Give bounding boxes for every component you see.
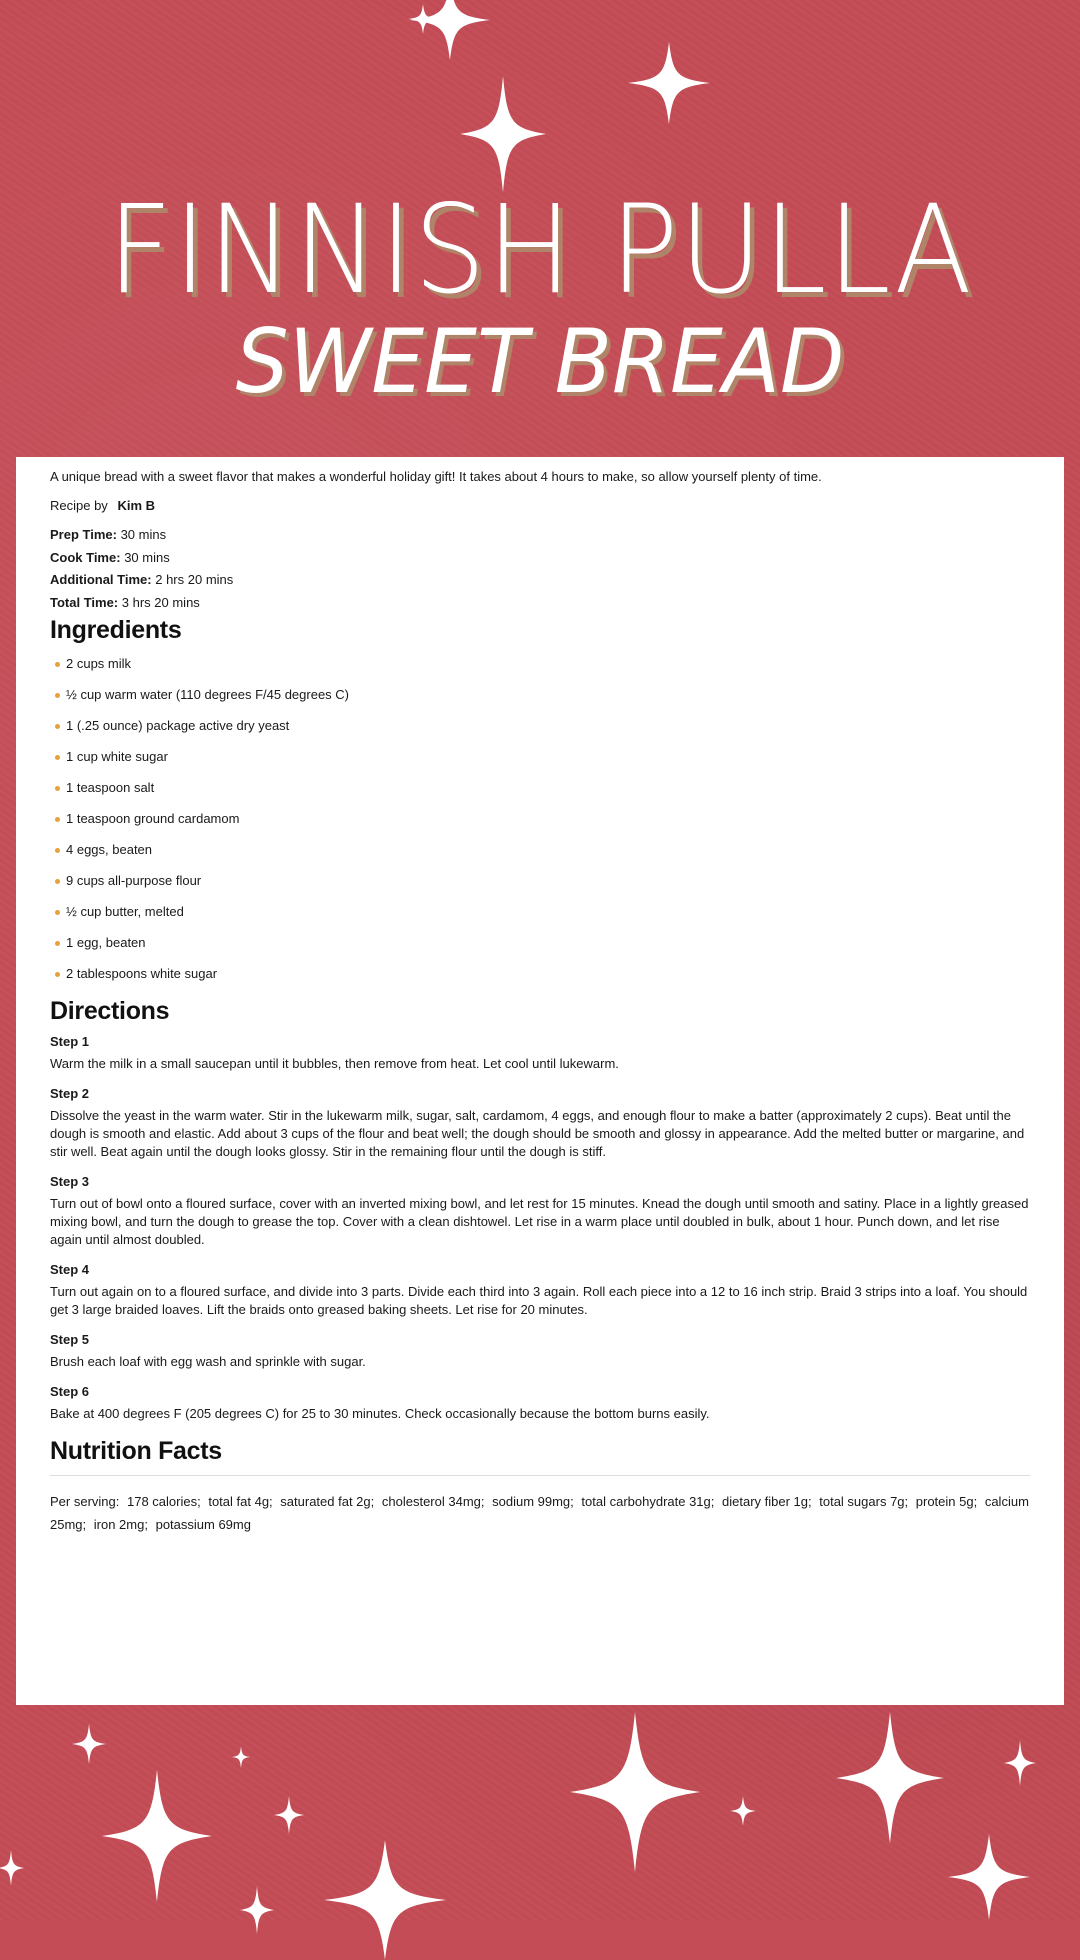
list-item: ½ cup warm water (110 degrees F/45 degrees C) bbox=[50, 685, 1030, 716]
bullet-icon bbox=[55, 755, 60, 760]
recipe-author[interactable]: Kim B bbox=[117, 498, 155, 513]
step bbox=[50, 1033, 1030, 1073]
ingredients-list bbox=[50, 654, 1030, 995]
list-item: 9 cups all-purpose flour bbox=[50, 871, 1030, 902]
bullet-icon bbox=[55, 848, 60, 853]
step bbox=[50, 1173, 1030, 1249]
title-block bbox=[0, 180, 1080, 412]
time-row bbox=[50, 592, 1030, 615]
time-value: 3 hrs 20 mins bbox=[121, 594, 200, 610]
list-item: ½ cup butter, melted bbox=[50, 902, 1030, 933]
nutrition-item: protein 5g; bbox=[915, 1494, 978, 1509]
bullet-icon bbox=[55, 972, 60, 977]
bullet-icon bbox=[55, 662, 60, 667]
sparkle-icon bbox=[948, 1834, 1030, 1920]
nutrition-prefix: Per serving: bbox=[50, 1494, 120, 1509]
divider bbox=[50, 1475, 1030, 1476]
step bbox=[50, 1085, 1030, 1161]
recipe-card bbox=[16, 457, 1064, 1705]
list-item: 1 teaspoon salt bbox=[50, 778, 1030, 809]
sparkle-icon bbox=[72, 1724, 106, 1764]
step bbox=[50, 1331, 1030, 1371]
nutrition-item: dietary fiber 1g; bbox=[722, 1494, 812, 1509]
recipe-times bbox=[50, 524, 1030, 614]
ingredients-heading: Ingredients bbox=[50, 616, 182, 644]
sparkle-icon bbox=[102, 1770, 212, 1902]
sparkle-icon bbox=[274, 1796, 304, 1834]
bullet-icon bbox=[55, 879, 60, 884]
step-text: Dissolve the yeast in the warm water. Stir in the lukewarm milk, sugar, salt, cardamom, 4 eggs, and enough flour to make a batter (approximately 2 cups). Beat until the dough is smooth and elastic. Add about 3 cups of the flour and beat well; the dough should be smooth and glossy in appearance. Add the melted butter or margarine, and stir well. Beat again until the dough looks glossy. Stir in the remaining flour until the dough is stiff. bbox=[50, 1108, 1025, 1159]
page-subtitle: SWEET BREAD bbox=[235, 310, 845, 413]
sparkle-icon bbox=[1004, 1740, 1036, 1786]
time-label: Prep Time: bbox=[50, 527, 117, 542]
step bbox=[50, 1383, 1030, 1423]
nutrition-item: cholesterol 34mg; bbox=[381, 1494, 485, 1509]
sparkle-icon bbox=[324, 1840, 446, 1960]
nutrition-item: iron 2mg; bbox=[93, 1517, 148, 1532]
step-text: Bake at 400 degrees F (205 degrees C) for 25 to 30 minutes. Check occasionally because the bottom burns easily. bbox=[50, 1406, 710, 1421]
sparkle-icon bbox=[460, 76, 546, 192]
nutrition-facts bbox=[50, 1490, 1030, 1536]
list-item: 2 cups milk bbox=[50, 654, 1030, 685]
bullet-icon bbox=[55, 786, 60, 791]
recipe-by-label: Recipe by bbox=[50, 498, 108, 513]
step-label: Step 4 bbox=[50, 1262, 90, 1277]
nutrition-heading: Nutrition Facts bbox=[50, 1437, 222, 1465]
nutrition-item: total sugars 7g; bbox=[819, 1494, 909, 1509]
nutrition-item: 178 calories; bbox=[127, 1494, 201, 1509]
nutrition-item: total carbohydrate 31g; bbox=[581, 1494, 715, 1509]
sparkle-icon bbox=[408, 4, 438, 34]
bullet-icon bbox=[55, 724, 60, 729]
sparkle-icon bbox=[730, 1796, 756, 1826]
time-label: Total Time: bbox=[50, 594, 119, 610]
time-row bbox=[50, 547, 1030, 570]
nutrition-item: saturated fat 2g; bbox=[280, 1494, 375, 1509]
time-row bbox=[50, 569, 1030, 592]
time-value: 30 mins bbox=[120, 527, 167, 542]
list-item: 1 teaspoon ground cardamom bbox=[50, 809, 1030, 840]
time-row bbox=[50, 524, 1030, 547]
bullet-icon bbox=[55, 817, 60, 822]
step-text: Warm the milk in a small saucepan until it bubbles, then remove from heat. Let cool until lukewarm. bbox=[50, 1056, 619, 1071]
recipe-by bbox=[50, 496, 1030, 516]
sparkle-icon bbox=[232, 1746, 250, 1768]
nutrition-item: calcium 25mg; bbox=[50, 1494, 1029, 1532]
step-label: Step 2 bbox=[50, 1086, 90, 1101]
sparkle-icon bbox=[240, 1886, 274, 1934]
time-label: Additional Time: bbox=[50, 572, 152, 587]
list-item: 1 egg, beaten bbox=[50, 933, 1030, 964]
sparkle-icon bbox=[628, 42, 710, 124]
sparkle-icon bbox=[0, 1850, 24, 1886]
bullet-icon bbox=[55, 941, 60, 946]
step-label: Step 5 bbox=[50, 1332, 90, 1347]
step-label: Step 1 bbox=[50, 1034, 90, 1049]
step bbox=[50, 1261, 1030, 1319]
recipe-description: A unique bread with a sweet flavor that makes a wonderful holiday gift! It takes about 4 hours to make, so allow yourself plenty of time. bbox=[50, 469, 822, 484]
step-text: Turn out of bowl onto a floured surface, cover with an inverted mixing bowl, and let rest for 15 minutes. Knead the dough until smooth and satiny. Place in a lightly greased mixing bowl, and turn the dough to grease the top. Cover with a clean dishtowel. Let rise in a warm place until doubled in bulk, about 1 hour. Punch down, and let rise again until almost doubled. bbox=[50, 1196, 1029, 1247]
list-item: 1 cup white sugar bbox=[50, 747, 1030, 778]
nutrition-item: sodium 99mg; bbox=[492, 1494, 574, 1509]
time-value: 2 hrs 20 mins bbox=[155, 572, 234, 587]
bullet-icon bbox=[55, 910, 60, 915]
page-title: FINNISH PULLA bbox=[107, 179, 973, 321]
step-label: Step 3 bbox=[50, 1174, 90, 1189]
step-text: Turn out again on to a floured surface, and divide into 3 parts. Divide each third into 3 again. Roll each piece into a 12 to 16 inch strip. Braid 3 strips into a loaf. You should get 3 large braided loaves. Lift the braids onto greased baking sheets. Let rise for 20 minutes. bbox=[50, 1284, 1028, 1317]
directions-heading: Directions bbox=[50, 997, 170, 1025]
list-item: 1 (.25 ounce) package active dry yeast bbox=[50, 716, 1030, 747]
list-item: 4 eggs, beaten bbox=[50, 840, 1030, 871]
time-value: 30 mins bbox=[124, 549, 170, 565]
nutrition-item: potassium 69mg bbox=[155, 1517, 251, 1532]
sparkle-icon bbox=[836, 1712, 944, 1844]
step-text: Brush each loaf with egg wash and sprinkle with sugar. bbox=[50, 1354, 366, 1369]
list-item: 2 tablespoons white sugar bbox=[50, 964, 1030, 995]
time-label: Cook Time: bbox=[50, 549, 121, 565]
bullet-icon bbox=[55, 693, 60, 698]
nutrition-item: total fat 4g; bbox=[208, 1494, 273, 1509]
step-label: Step 6 bbox=[50, 1384, 90, 1399]
sparkle-icon bbox=[570, 1712, 700, 1872]
